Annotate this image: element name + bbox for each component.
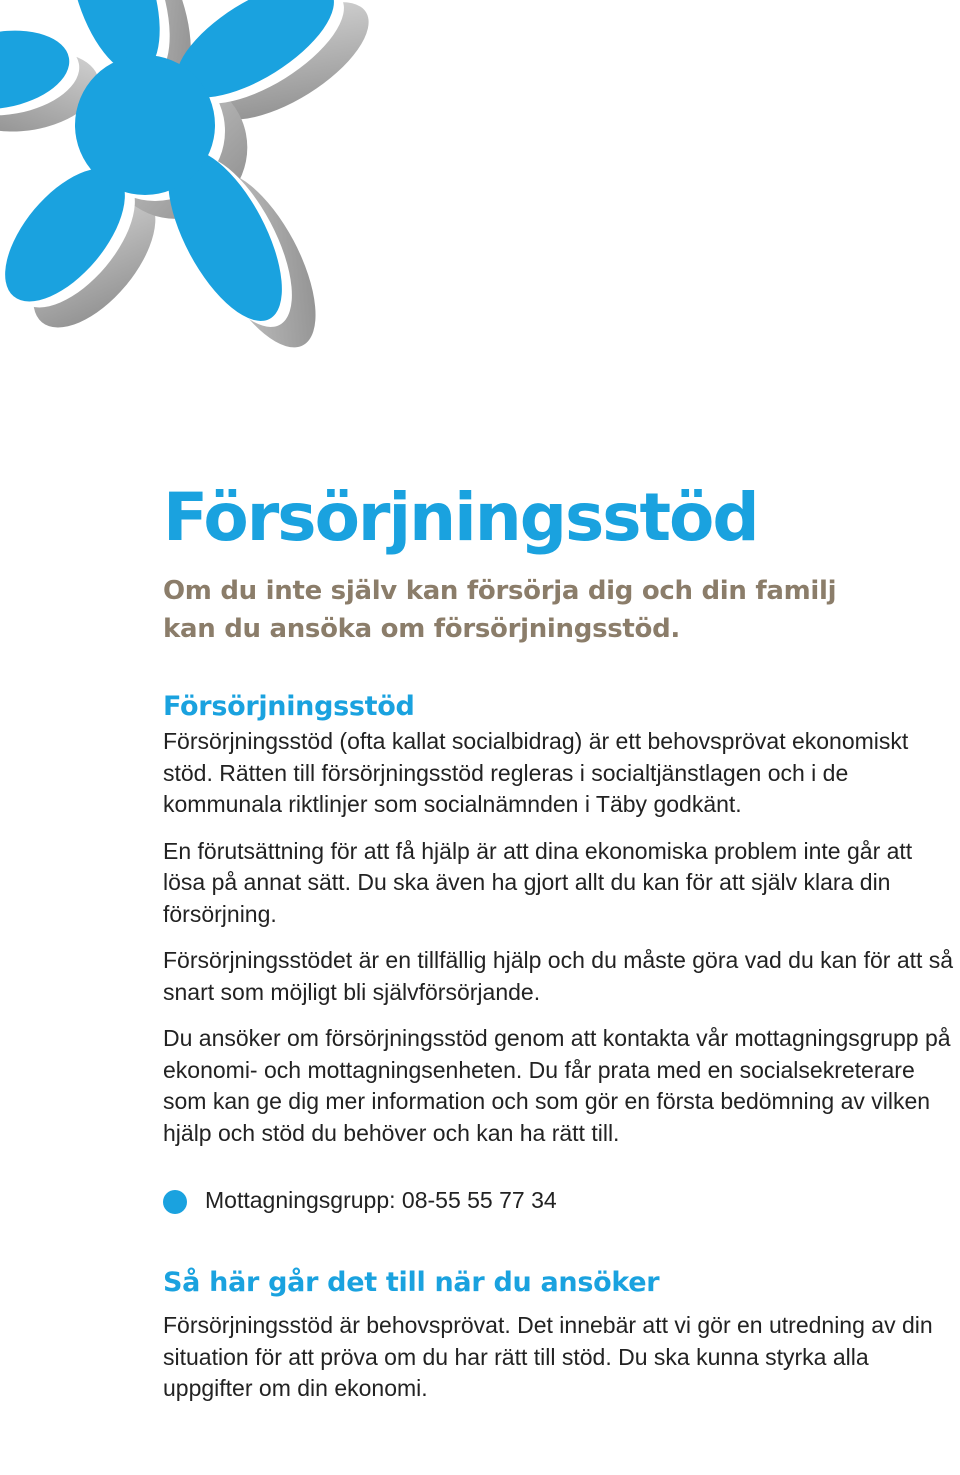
page-subtitle xyxy=(163,572,960,648)
paragraph: Försörjningsstöd är behovsprövat. Det innebär att vi gör en utredning av din situation för att pröva om du har rätt till stöd. Du ska kunna styrka alla uppgifter om din ekonomi. xyxy=(163,1312,933,1401)
main-content xyxy=(163,478,960,1405)
page-title: Försörjningsstöd xyxy=(163,479,758,556)
section-heading-forsorjningsstod: Försörjningsstöd xyxy=(163,691,415,722)
paragraph: En förutsättning för att få hjälp är att dina ekonomiska problem inte går att lösa på annat sätt. Du ska även ha gjort allt du kan för att själv klara din försörjning. xyxy=(163,837,913,927)
contact-line xyxy=(163,1187,960,1214)
paragraph: Försörjningsstöd (ofta kallat socialbidrag) är ett behovsprövat ekonomiskt stöd. Rätten till försörjningsstöd regleras i socialtjänstlagen och i de kommunala riktlinjer som socialnämnden i Täby godkänt. xyxy=(163,728,909,817)
paragraph: Du ansöker om försörjningsstöd genom att kontakta vår mottagningsgrupp på ekonomi- och mottagningsenheten. Du får prata med en socialsekreterare som kan ge dig mer information och som gör en första bedömning av vilken hjälp och stöd du behöver och kan ha rätt till. xyxy=(163,1025,951,1146)
subtitle-line: Om du inte själv kan försörja dig och din familj xyxy=(163,576,837,606)
subtitle-line: kan du ansöka om försörjningsstöd. xyxy=(163,614,680,644)
bullet-dot-icon xyxy=(163,1190,187,1214)
paragraph: Försörjningsstödet är en tillfällig hjälp och du måste göra vad du kan för att så snart som möjligt bli självförsörjande. xyxy=(163,947,954,1005)
section-heading-ansoker: Så här går det till när du ansöker xyxy=(163,1267,660,1298)
contact-phone: Mottagningsgrupp: 08-55 55 77 34 xyxy=(205,1187,557,1213)
flower-icon xyxy=(0,0,380,380)
